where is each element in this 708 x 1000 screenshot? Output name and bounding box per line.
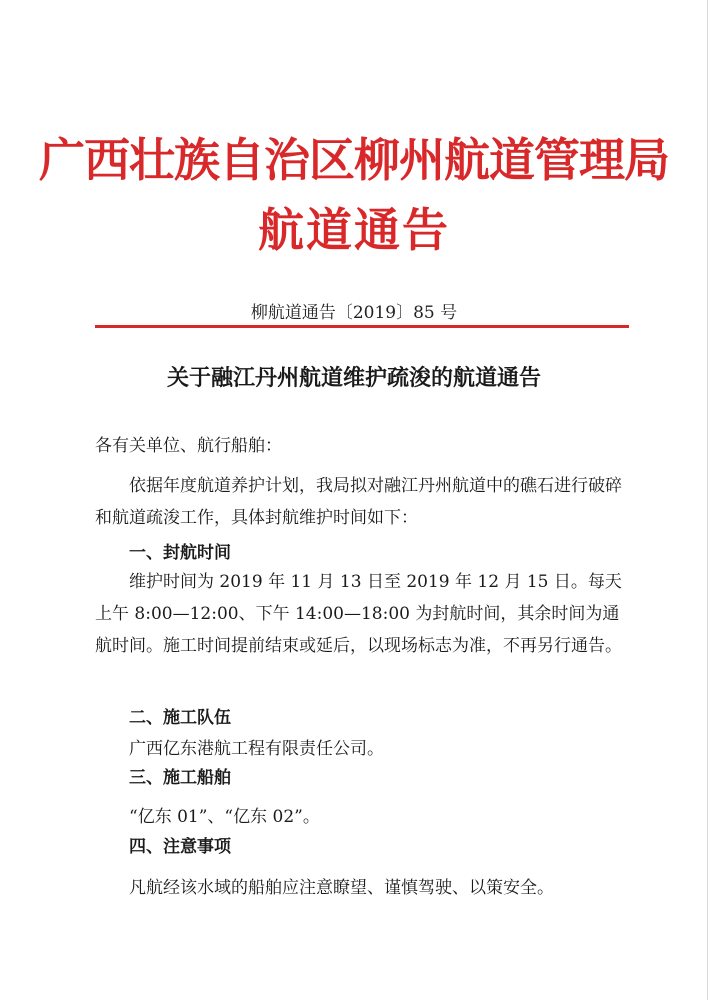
red-divider: [95, 325, 629, 328]
section-heading-closure-time: 一、封航时间: [129, 543, 231, 563]
salutation: 各有关单位、航行船舶：: [95, 436, 282, 456]
org-title: 广西壮族自治区柳州航道管理局: [39, 133, 669, 187]
section-heading-construction-vessels: 三、施工船舶: [129, 768, 231, 788]
intro-paragraph: 依据年度航道养护计划，我局拟对融江丹州航道中的礁石进行破碎和航道疏浚工作，具体封航维护时间如下：: [95, 476, 622, 528]
section-heading-construction-team: 二、施工队伍: [129, 708, 231, 728]
doc-number: 柳航道通告〔2019〕85 号: [250, 303, 458, 323]
doc-type-title: 航道通告: [258, 203, 450, 257]
section-text-precautions: 凡航经该水域的船舶应注意瞭望、谨慎驾驶、以策安全。: [129, 878, 554, 898]
section-text-construction-vessels: “亿东 01”、“亿东 02”。: [129, 807, 320, 827]
section-text-closure-time: 维护时间为 2019 年 11 月 13 日至 2019 年 12 月 15 日。每天上午 8:00—12:00、下午 14:00—18:00 为封航时间，其余时间为通航时间。施工时间提前结束或延后，以现场标志为准，不再另行通告。: [95, 572, 622, 656]
section-heading-precautions: 四、注意事项: [129, 837, 231, 857]
section-text-construction-team: 广西亿东港航工程有限责任公司。: [129, 739, 384, 759]
notice-subject: 关于融江丹州航道维护疏浚的航道通告: [166, 366, 541, 391]
